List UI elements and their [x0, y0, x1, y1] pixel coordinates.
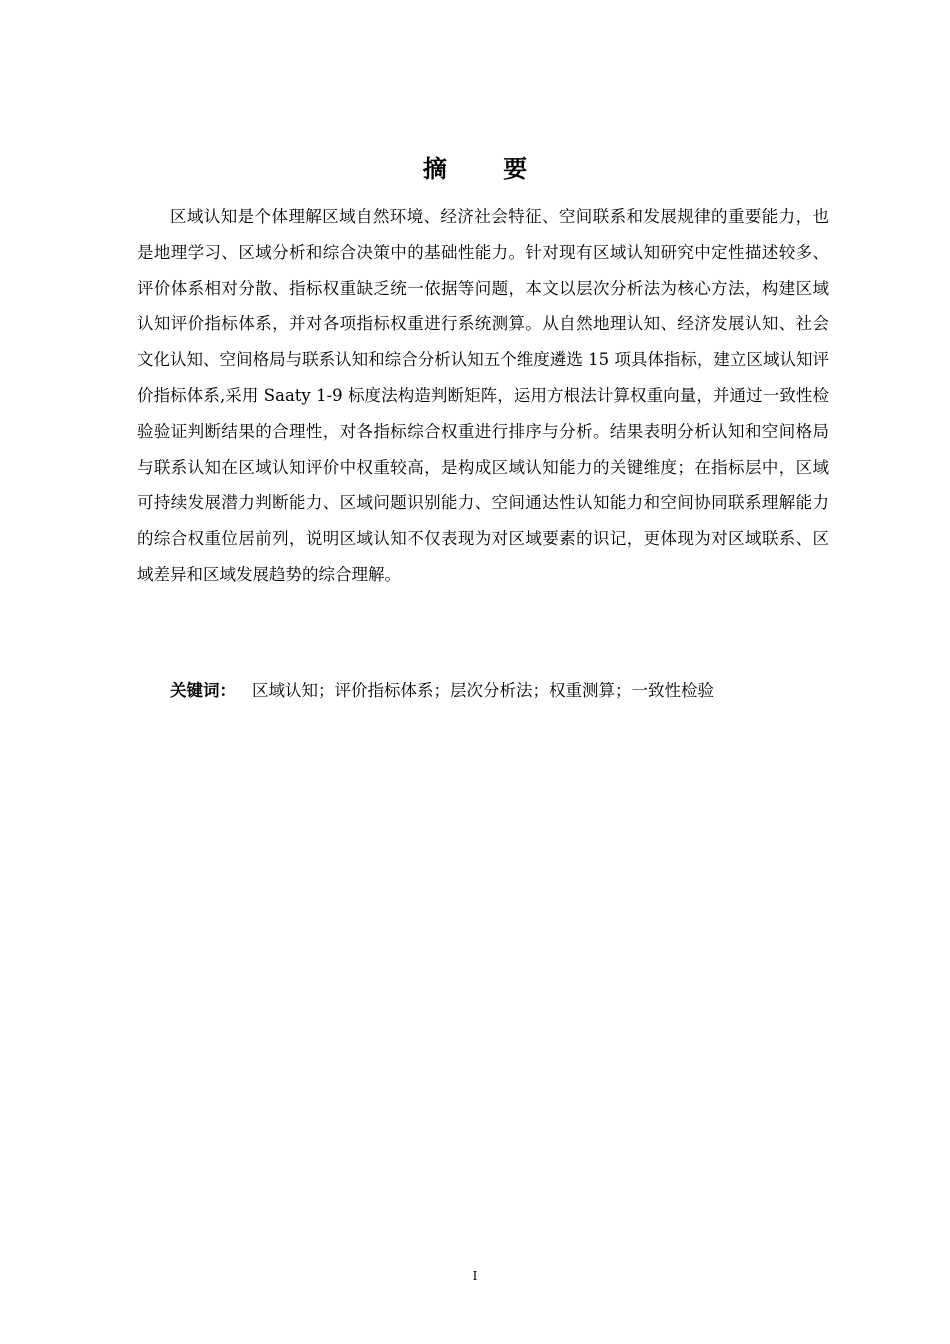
keywords-label: 关键词：: [170, 681, 236, 700]
keywords-text: 区域认知；评价指标体系；层次分析法；权重测算；一致性检验: [252, 681, 714, 700]
keywords-line: [170, 676, 830, 706]
abstract-body: 区域认知是个体理解区域自然环境、经济社会特征、空间联系和发展规律的重要能力，也是地理学习、区域分析和综合决策中的基础性能力。针对现有区域认知研究中定性描述较多、评价体系相对分散、指标权重缺乏统一依据等问题，本文以层次分析法为核心方法，构建区域认知评价指标体系，并对各项指标权重进行系统测算。从自然地理认知、经济发展认知、社会文化认知、空间格局与联系认知和综合分析认知五个维度遴选 15 项具体指标，建立区域认知评价指标体系,采用 Saaty 1-9 标度法构造判断矩阵，运用方根法计算权重向量，并通过一致性检验验证判断结果的合理性，对各指标综合权重进行排序与分析。结果表明分析认知和空间格局与联系认知在区域认知评价中权重较高，是构成区域认知能力的关键维度；在指标层中，区域可持续发展潜力判断能力、区域问题识别能力、空间通达性认知能力和空间协同联系理解能力的综合权重位居前列，说明区域认知不仅表现为对区域要素的识记，更体现为对区域联系、区域差异和区域发展趋势的综合理解。: [137, 207, 829, 584]
abstract-title: 摘 要: [422, 155, 552, 183]
page-number: I: [472, 1269, 478, 1283]
